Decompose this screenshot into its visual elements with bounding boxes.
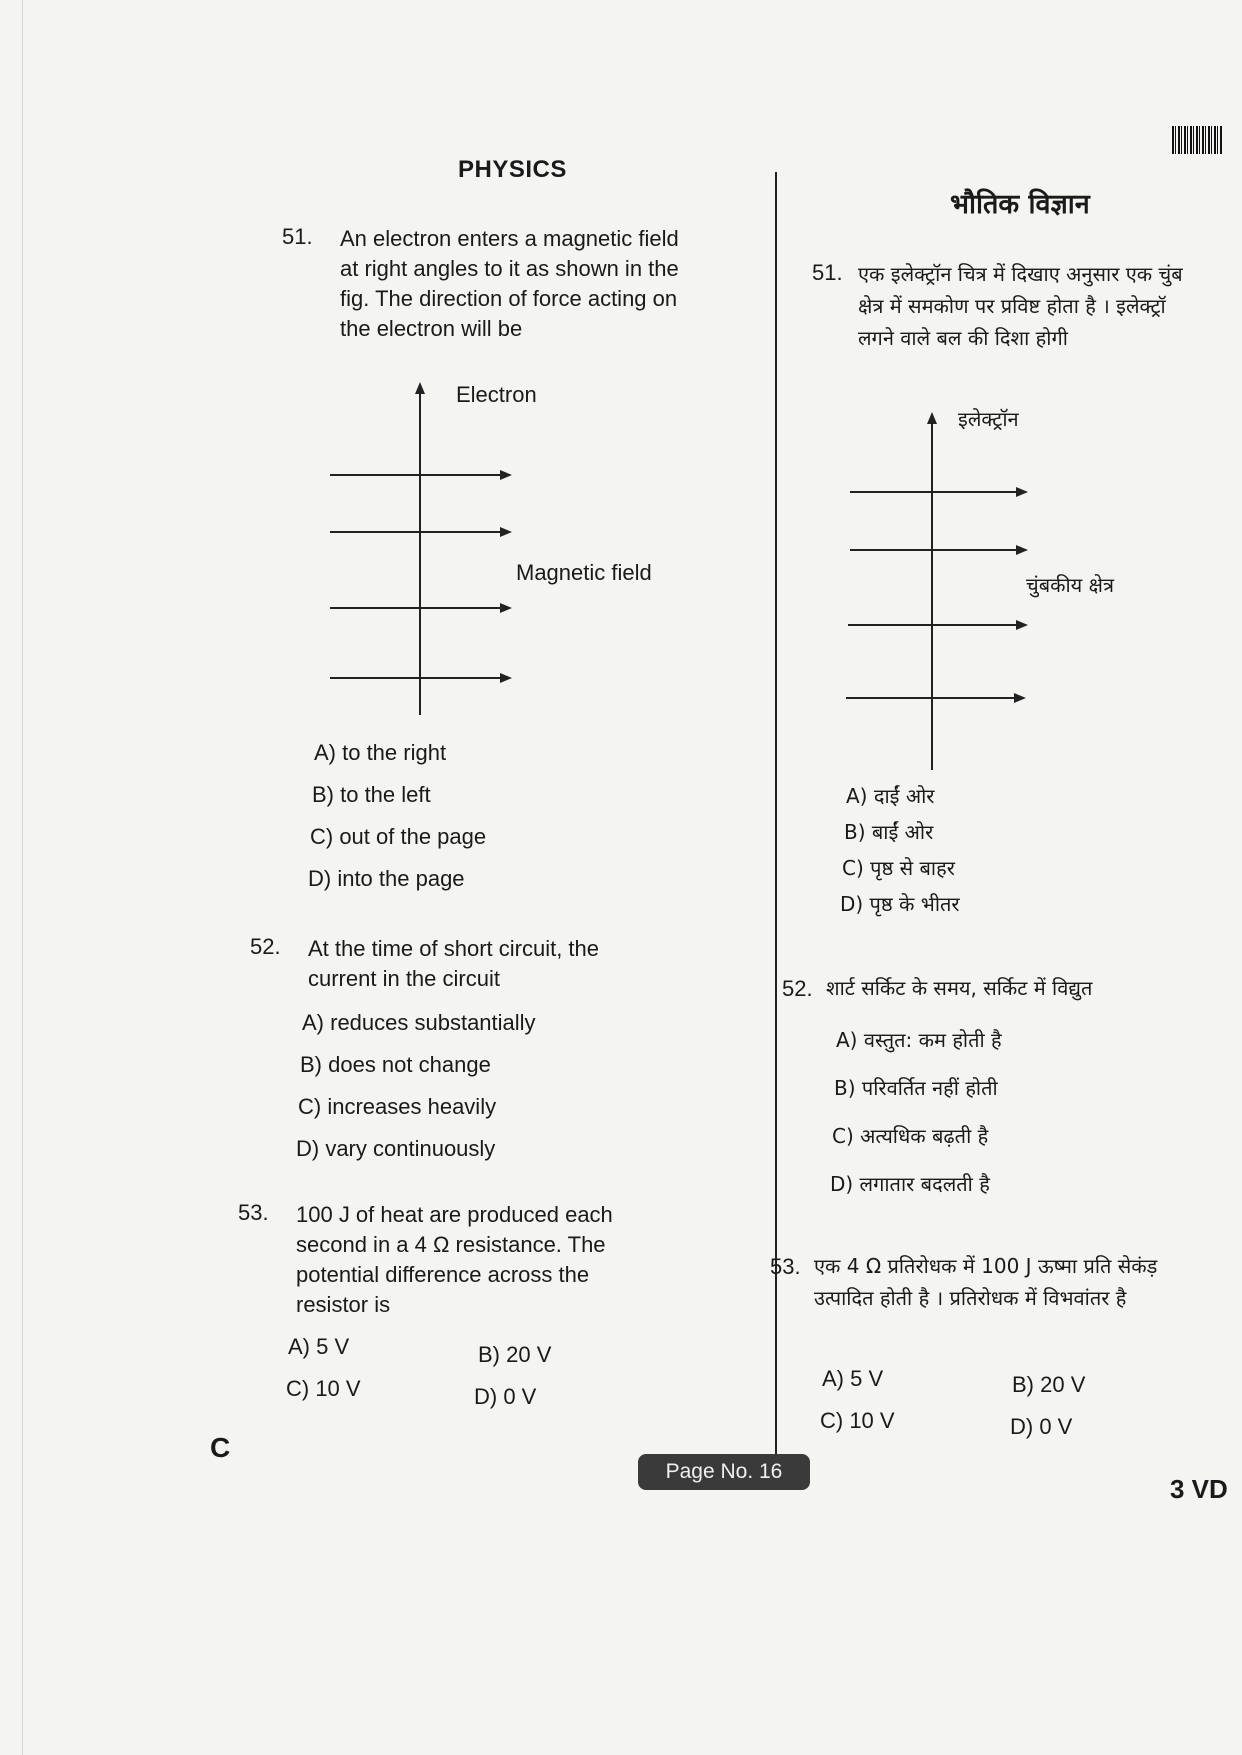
q51-text: An electron enters a magnetic field at right angles to it as shown in the fig. The direction of force acting on the electron will be — [340, 226, 679, 341]
q51-option-b: B) to the left — [312, 782, 431, 807]
q51-option-a: A) to the right — [314, 740, 447, 765]
paper-code: 3 VD — [1170, 1474, 1228, 1504]
hi-q52-number: 52. — [782, 976, 813, 1001]
barcode-icon — [1172, 126, 1222, 154]
q53-number: 53. — [238, 1200, 269, 1225]
heading-hindi: भौतिक विज्ञान — [950, 189, 1090, 220]
scan-margin-line — [22, 0, 23, 1755]
q53-option-c: C) 10 V — [286, 1376, 361, 1401]
q51-number: 51. — [282, 224, 313, 249]
q53-text: 100 J of heat are produced each second in a 4 Ω resistance. The potential difference across the resistor is — [296, 1202, 613, 1317]
hi-q51-figure — [840, 400, 1170, 780]
hi-label-electron: इलेक्ट्रॉन — [958, 407, 1019, 431]
q53-option-d: D) 0 V — [474, 1384, 537, 1409]
q52-text: At the time of short circuit, the current in the circuit — [308, 936, 600, 991]
hi-q52-option-b: B) परिवर्तित नहीं होती — [834, 1076, 998, 1100]
hi-q51-text: एक इलेक्ट्रॉन चित्र में दिखाए अनुसार एक चुंब क्षेत्र में समकोण पर प्रविष्ट होता है । इलेक्ट्रॉ लगने वाले बल की दिशा होगी — [858, 262, 1183, 350]
hi-label-magnetic-field: चुंबकीय क्षेत्र — [1026, 573, 1114, 597]
label-magnetic-field: Magnetic field — [516, 560, 652, 585]
q51-option-d: D) into the page — [308, 866, 465, 891]
hi-q53-text: एक 4 Ω प्रतिरोधक में 100 J ऊष्मा प्रति सेकंड़ उत्पादित होती है । प्रतिरोधक में विभवांतर है — [814, 1254, 1158, 1310]
hi-q51-option-b: B) बाईं ओर — [844, 820, 934, 844]
hi-q51-option-d: D) पृष्ठ के भीतर — [840, 892, 960, 916]
q52-option-a: A) reduces substantially — [302, 1010, 536, 1035]
hi-q52-option-c: C) अत्यधिक बढ़ती है — [832, 1124, 989, 1148]
hi-q53-option-d: D) 0 V — [1010, 1414, 1073, 1439]
hi-q51-option-a: A) दाईं ओर — [846, 784, 935, 808]
hi-q52-option-d: D) लगातार बदलती है — [830, 1172, 990, 1196]
q52-number: 52. — [250, 934, 281, 959]
q53-option-b: B) 20 V — [478, 1342, 552, 1367]
hi-q53-option-b: B) 20 V — [1012, 1372, 1086, 1397]
q51-option-c: C) out of the page — [310, 824, 487, 849]
page-number-badge: Page No. 16 — [638, 1454, 810, 1490]
hi-q53-option-a: A) 5 V — [822, 1366, 884, 1391]
q52-option-d: D) vary continuously — [296, 1136, 496, 1161]
hi-q52-text: शार्ट सर्किट के समय, सर्किट में विद्युत — [826, 976, 1093, 1000]
q53-option-a: A) 5 V — [288, 1334, 350, 1359]
hi-q52-option-a: A) वस्तुत: कम होती है — [836, 1028, 1002, 1052]
series-letter: C — [210, 1432, 231, 1463]
label-electron: Electron — [456, 382, 537, 407]
electron-arrowhead — [415, 382, 425, 394]
q51-figure — [320, 370, 700, 720]
hi-q53-number: 53. — [770, 1254, 801, 1279]
heading-physics: PHYSICS — [458, 156, 567, 183]
hi-q51-option-c: C) पृष्ठ से बाहर — [842, 856, 955, 880]
q52-option-c: C) increases heavily — [298, 1094, 497, 1119]
hi-electron-arrowhead — [927, 412, 937, 424]
q52-option-b: B) does not change — [300, 1052, 491, 1077]
hi-q51-number: 51. — [812, 260, 843, 285]
hi-q53-option-c: C) 10 V — [820, 1408, 895, 1433]
